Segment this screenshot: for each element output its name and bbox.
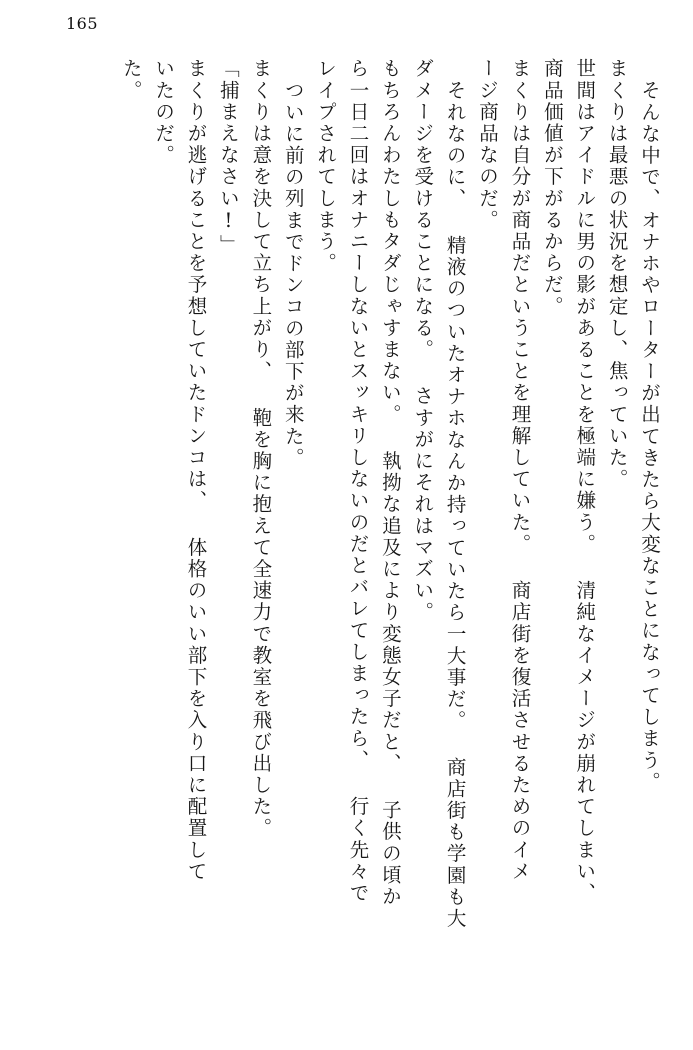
text-line: 「捕まえなさい!」 — [216, 58, 240, 256]
text-line: まくりは最悪の状況を想定し、焦っていた。 — [605, 58, 629, 490]
text-line: まくりが逃げることを予想していたドンコは、 体格のいい部下を入り口に配置して — [184, 58, 208, 883]
text-line: まくりは意を決して立ち上がり、 鞄を胸に抱えて全速力で教室を飛び出した。 — [249, 58, 273, 840]
text-line: た。 — [119, 58, 143, 102]
vertical-text-body — [44, 58, 659, 1008]
text-line: ついに前の列までドンコの部下が来た。 — [281, 80, 305, 469]
text-line: ージ商品なのだ。 — [476, 58, 500, 231]
text-line: いたのだ。 — [152, 58, 176, 166]
text-line: まくりは自分が商品だということを理解していた。 商店街を復活させるためのイメ — [508, 58, 532, 883]
text-line: それなのに、 精液のついたオナホなんか持っていたら一大事だ。 商店街も学園も大 — [443, 80, 467, 930]
text-line: ら一日二回はオナニーしないとスッキリしないのだとバレてしまったら、 行く先々で — [346, 58, 370, 904]
text-line: レイプされてしまう。 — [314, 58, 338, 274]
text-line: ダメージを受けることになる。 さすがにそれはマズい。 — [411, 58, 435, 624]
text-line: そんな中で、オナホやローターが出てきたら大変なことになってしまう。 — [638, 80, 661, 793]
text-line: 商品価値が下がるからだ。 — [540, 58, 564, 318]
text-line: 世間はアイドルに男の影があることを極端に嫌う。 清純なイメージが崩れてしまい、 — [573, 58, 597, 904]
page-number: 165 — [66, 14, 99, 33]
text-line: もちろんわたしもタダじゃすまない。 執拗な追及により変態女子だと、 子供の頃か — [378, 58, 402, 908]
